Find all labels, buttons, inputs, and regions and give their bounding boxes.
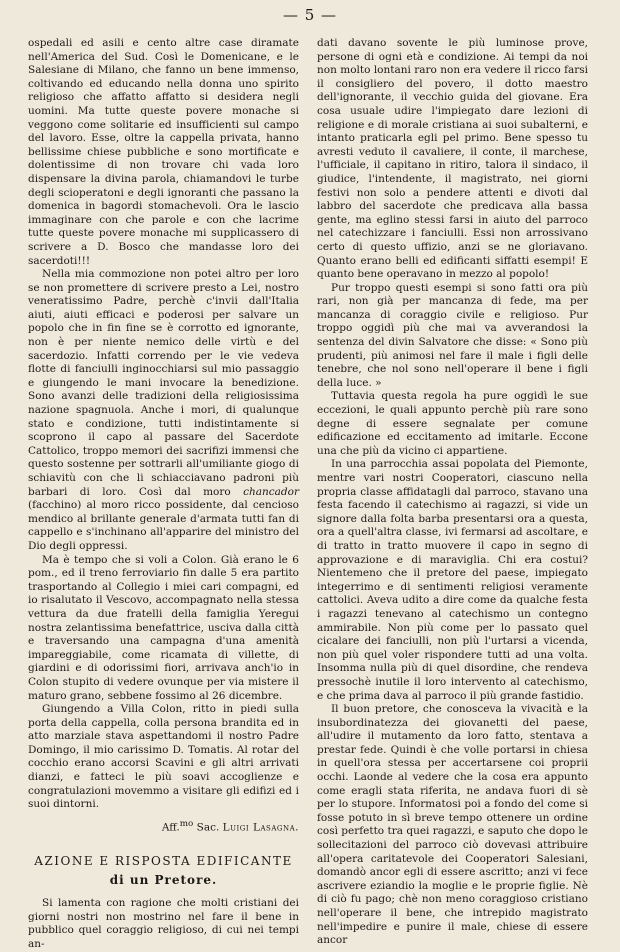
paragraph: Tuttavia questa regola ha pure oggidì le sue eccezioni, le quali appunto perchè più rare sono degne di essere segnalate per comune edificazione ed eccitamento ad imitarle. Eccone una che più da vicino ci appartiene. — [317, 390, 588, 457]
paragraph-text: Nella mia commozione non potei altro per loro se non promettere di scrivere presto a Lei, nostro veneratissimo Padre, perchè c'invii dall'Italia aiuti, aiuti efficaci e poderosi per salvare un popolo che in fin fine se è corrotto ed ignorante, non è per niente nemico delle virtù e del sacerdozio. Infatti correndo per le vie vedeva flotte di fanciulli inginocchiarsi sul mio passaggio e giungendo le mani invocare la benedizione. Sono avanzi delle tradizioni della religiosissima nazione spagnuola. Anche i mori, di qualunque stato e condizione, tutti indistintamente si scoprono il capo al passare del Sacerdote Cattolico, troppo memori dei sacrifizi immensi che questo sostenne per sottrarli all'umiliante giogo di schiavitù con che li schiacciavano padroni più barbari di loro. Così dal moro — [28, 268, 299, 498]
paragraph: In una parrocchia assai popolata del Piemonte, mentre vari nostri Cooperatori, ciascuno nella propria classe affidatagli dal parroco, stavano una festa facendo il catechismo ai ragazzi, si vide un signore dalla folta barba presentarsi ora a questa, ora a quell'altra classe, ivi fermarsi ad ascoltare, e di tratto in tratto muovere il capo in segno di approvazione e di maraviglia. Chi era costui? Nientemeno che il pretore del paese, impiegato integerrimo e di sentimenti religiosi veramente cattolici. Aveva udito a dire come da qualche festa i ragazzi tenevano al catechismo un contegno ammirabile. Non più come per lo passato quel cicalare dei fanciulli, non più l'urtarsi a vicenda, non più quel voler rispondere tutti ad una volta. Insomma nulla più di quel disordine, che rendeva pressochè inutile il loro intervento al catechismo, e che prima dava al parroco il più grande fastidio. — [317, 458, 588, 702]
paragraph-text: (facchino) al moro ricco possidente, dal cencioso mendico al brillante generale d'armata tutti fan di cappello e s'inchinano all'apparire del ministro del Dio degli oppressi. — [28, 499, 299, 552]
paragraph — [28, 268, 299, 553]
signature — [28, 818, 299, 835]
paragraph: Il buon pretore, che conosceva la vivacità e la insubordinatezza dei giovanetti del paese, all'udire il mutamento da loro fatto, stentava a prestar fede. Quindi è che volle portarsi in chiesa in quell'ora stessa per accertarsene coi proprii occhi. Laonde al vedere che la cosa era appunto come eragli stata riferita, ne andava fuori di sè per lo stupore. Informatosi poi a fondo del come si fosse potuto in sì breve tempo ottenere un ordine così perfetto tra quei ragazzi, e saputo che dopo le sollecitazioni del parroco ciò dovevasi attribuire all'opera caritatevole dei Cooperatori Salesiani, domandò ancor egli di essere ascritto; anzi vi fece ascrivere eziandio la moglie e le proprie figlie. Nè di ciò fu pago; chè non meno coraggioso cristiano nell'operare il bene, che intrepido magistrato nell'impedire e punire il male, chiese di essere ancor — [317, 703, 588, 947]
left-column — [28, 37, 299, 952]
section-subtitle: di un Pretore. — [109, 872, 218, 887]
paragraph: ospedali ed asili e cento altre case diramate nell'America del Sud. Così le Domenicane, e le Salesiane di Milano, che fanno un bene immenso, coltivando ed educando nella donna uno spirito religioso che affatto affatto si desidera negli uomini. Ma tutte queste povere monache si veggono come solitarie ed insufficienti sul campo del lavoro. Esse, oltre la cappella privata, hanno bellissime chiese pubbliche e sono mortificate e dolentissime di non trovare chi vada loro dispensare la divina parola, chiamandovi le turbe degli scioperatoni e degli ignoranti che passano la domenica in bagordi stomachevoli. Ora le lascio immaginare con che parole e con che lacrime tutte queste povere monache mi supplicassero di scrivere a D. Bosco che mandasse loro dei sacerdoti!!! — [28, 37, 299, 267]
signature-sup: mo — [179, 818, 194, 829]
italic-term: chancador — [243, 485, 299, 498]
signature-prefix: Aff. — [161, 821, 180, 834]
paragraph: Giungendo a Villa Colon, ritto in piedi sulla porta della cappella, colla persona brandita ed in atto marziale stava aspettandomi il nostro Padre Domingo, il mio carissimo D. Tomatis. Al rotar del cocchio erano accorsi Scavini e gli altri arrivati dianzi, e fatteci le più soavi accoglienze e congratulazioni movemmo a visitare gli edifizi ed i suoi dintorni. — [28, 703, 299, 811]
signature-title: Sac. — [193, 821, 223, 834]
paragraph: dati davano sovente le più luminose prove, persone di ogni età e condizione. Ai tempi da noi non molto lontani raro non era vedere il ricco farsi il consigliero del povero, il dotto maestro dell'ignorante, il vecchio guida del giovane. Era cosa usuale udire l'impiegato dare lezioni di religione e di morale cristiana ai suoi subalterni, e intanto praticarla egli pel primo. Bene spesso tu avresti veduto il cavaliere, il conte, il marchese, l'ufficiale, il capitano in ritiro, talora il sindaco, il giudice, l'intendente, il magistrato, nei giorni festivi non solo a pendere attenti e divoti dal labbro del sacerdote che predicava alla bassa gente, ma eglino stessi farsi in aiuto del parroco nel catechizzare i fanciulli. Essi non arrossivano certo di questo uffizio, anzi se ne gloriavano. Quanto erano belli ed edificanti siffatti esempi! E quanto bene operavano in mezzo al popolo! — [317, 37, 588, 281]
paragraph: Ma è tempo che si voli a Colon. Già erano le 6 pom., ed il treno ferroviario fin dalle 5 era partito trasportando al Collegio i miei cari compagni, ed io risalutato il Vescovo, accompagnato nella stessa vettura da due fratelli della famiglia Yeregui nostra zelantissima benefattrice, usciva dalla città e traversando una campagna d'una amenità impareggiabile, come ricamata di villette, di giardini e di odorissimi fiori, arrivava anch'io in Colon stupito di vedere ovunque per via mistere il maturo grano, sebbene fossimo al 26 dicembre. — [28, 553, 299, 702]
paragraph: Si lamenta con ragione che molti cristiani dei giorni nostri non mostrino nel fare il bene in pubblico quel coraggio religioso, di cui nei tempi an- — [28, 897, 299, 950]
section-title: AZIONE E RISPOSTA EDIFICANTE — [34, 853, 293, 868]
right-column — [317, 37, 588, 948]
paragraph: Pur troppo questi esempi si sono fatti ora più rari, non già per mancanza di fede, ma per mancanza di coraggio civile e religioso. Pur troppo oggidì più che mai va avverandosi la sentenza del divin Salvatore che disse: « Sono più prudenti, più animosi nel fare il male i figli delle tenebre, che nol sono nell'operare il bene i figli della luce. » — [317, 281, 588, 389]
page-number: — 5 — — [282, 6, 338, 24]
signature-name: Luigi Lasagna. — [222, 821, 299, 834]
